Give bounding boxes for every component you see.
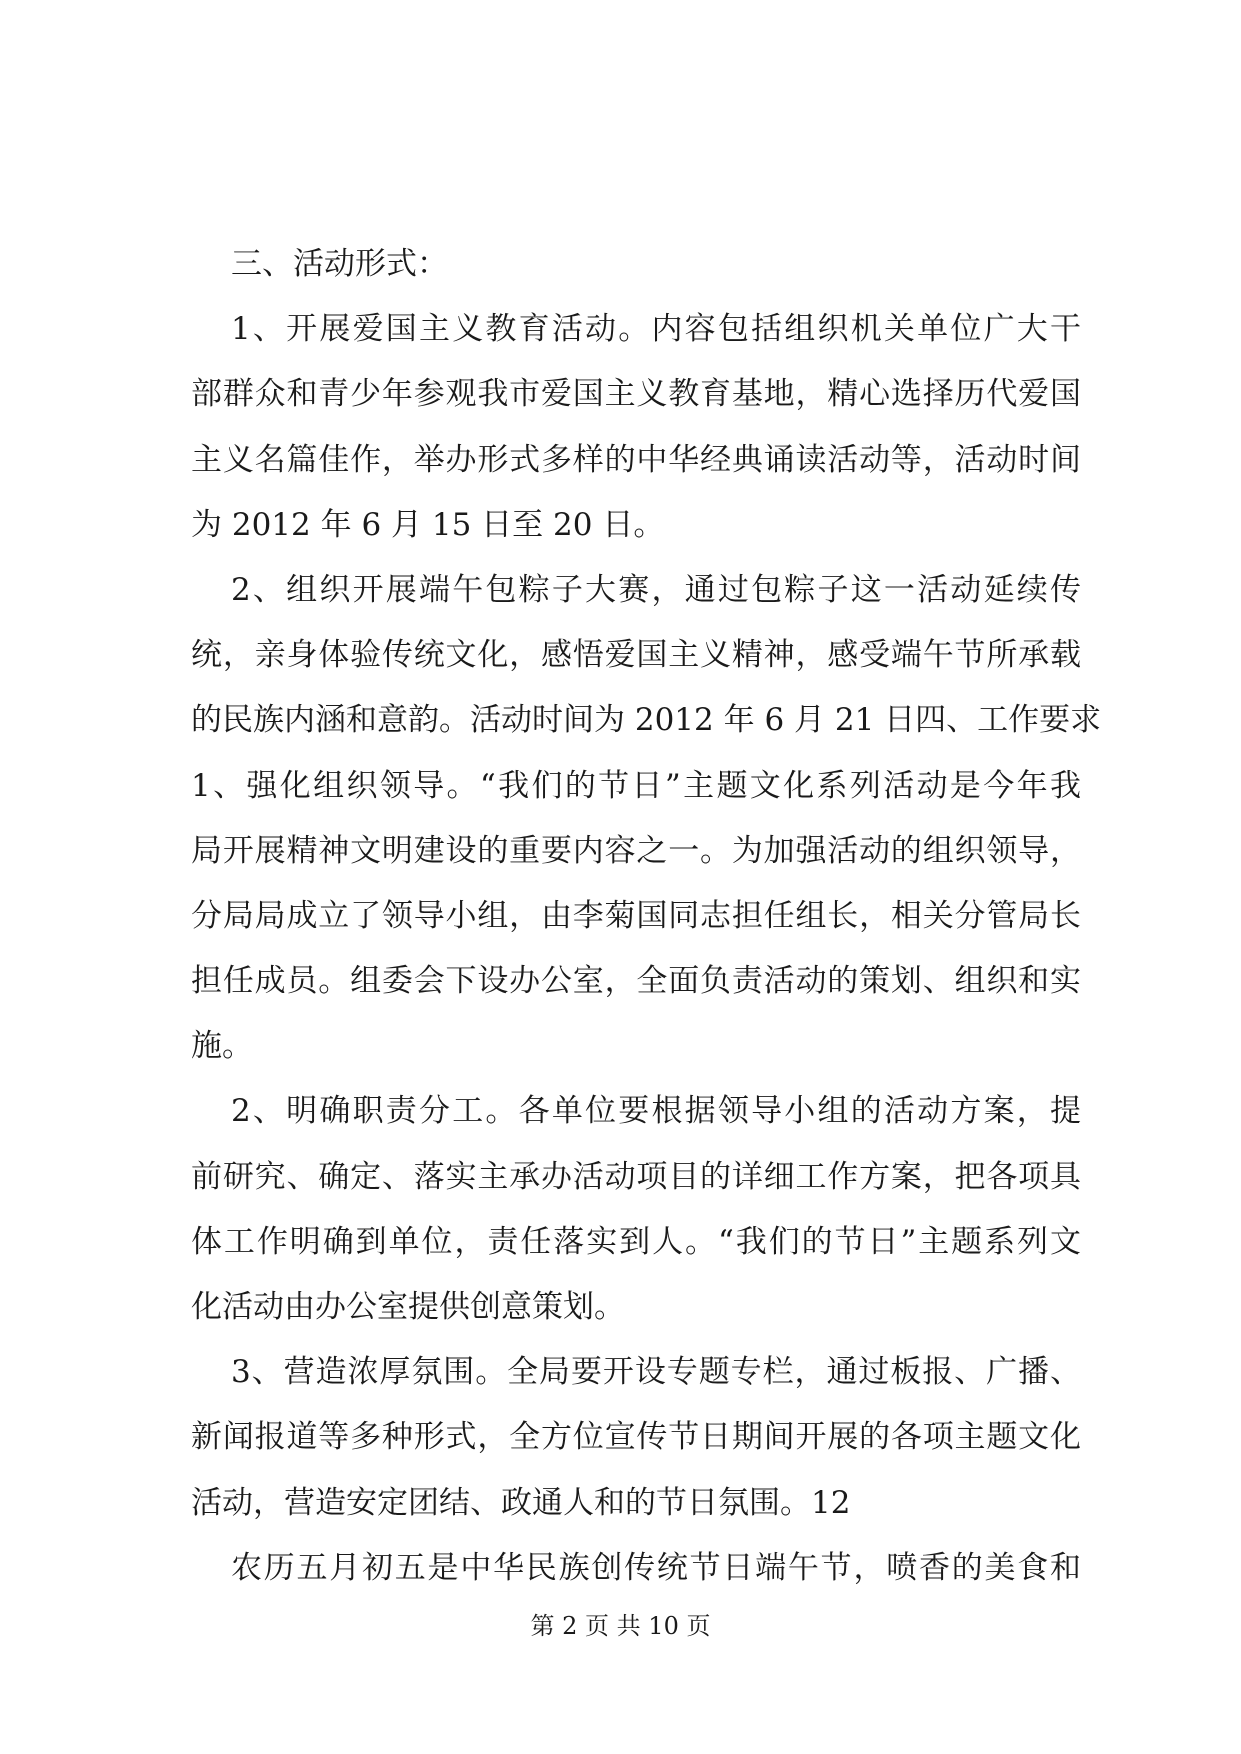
text-line: 1、开展爱国主义教育活动。内容包括组织机关单位广大干 (231, 311, 1081, 348)
text-line: 前研究、确定、落实主承办活动项目的详细工作方案，把各项具 (191, 1158, 1081, 1195)
text-line: 体工作明确到单位，责任落实到人。“我们的节日”主题系列文 (191, 1223, 1081, 1260)
text-line: 2、组织开展端午包粽子大赛，通过包粽子这一活动延续传 (231, 571, 1081, 608)
text-line: 的民族内涵和意韵。活动时间为 2012 年 6 月 21 日四、工作要求 (191, 702, 1102, 739)
text-line: 活动，营造安定团结、政通人和的节日氛围。12 (191, 1484, 851, 1521)
text-line: 农历五月初五是中华民族创传统节日端午节，喷香的美食和 (231, 1549, 1081, 1586)
text-line: 分局局成立了领导小组，由李菊国同志担任组长，相关分管局长 (191, 897, 1081, 934)
text-line: 化活动由办公室提供创意策划。 (191, 1289, 625, 1325)
text-line: 为 2012 年 6 月 15 日至 20 日。 (191, 506, 665, 543)
page-footer: 第 2 页 共 10 页 (530, 1612, 711, 1640)
text-line: 新闻报道等多种形式，全方位宣传节日期间开展的各项主题文化 (191, 1419, 1081, 1456)
text-line: 三、活动形式： (231, 246, 448, 282)
text-line: 担任成员。组委会下设办公室，全面负责活动的策划、组织和实 (191, 963, 1081, 1000)
text-line: 部群众和青少年参观我市爱国主义教育基地，精心选择历代爱国 (191, 376, 1081, 413)
text-line: 统，亲身体验传统文化，感悟爱国主义精神，感受端午节所承载 (191, 637, 1081, 674)
text-line: 1、强化组织领导。“我们的节日”主题文化系列活动是今年我 (191, 767, 1081, 804)
text-line: 局开展精神文明建设的重要内容之一。为加强活动的组织领导， (191, 832, 1081, 869)
text-line: 施。 (191, 1028, 253, 1065)
text-line: 主义名篇佳作，举办形式多样的中华经典诵读活动等，活动时间 (191, 441, 1081, 478)
text-line: 2、明确职责分工。各单位要根据领导小组的活动方案，提 (231, 1093, 1081, 1130)
document-body (191, 232, 1102, 1601)
text-line: 3、营造浓厚氛围。全局要开设专题专栏，通过板报、广播、 (231, 1354, 1081, 1391)
